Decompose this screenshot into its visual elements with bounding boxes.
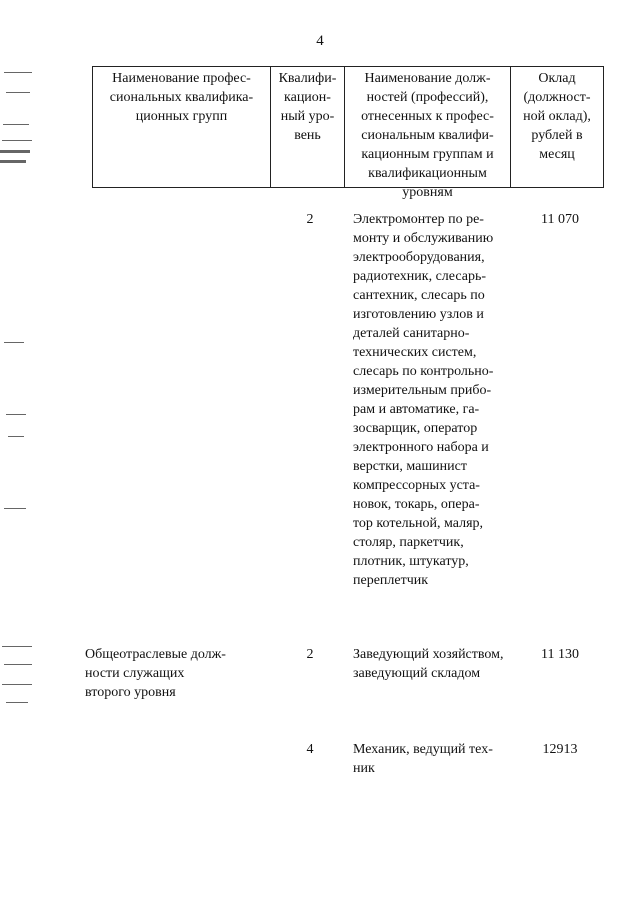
header-qualification-level: Квалифи- кацион- ный уро- вень [271,67,345,187]
row-2-salary: 11 130 [541,647,579,662]
row-1-salary: 11 070 [541,212,579,227]
page-number: 4 [316,33,324,49]
header-group-name: Наименование профес- сиональных квалифика- ционных групп [93,67,271,187]
row-2-positions: Заведующий хозяйством, заведующий складом [353,647,504,681]
table-header [92,66,604,200]
row-1-positions: Электромонтер по ре- монту и обслуживанию электрооборудования, радиотехник, слесарь- сантехник, слесарь по изготовлению узлов и деталей санитарно- технических систем, слесарь по контрольно- измерительным прибо- рам и автоматике, га- зосварщик, оператор электронного набора и верстки, машинист компрессорных уста- новок, токарь, опера- тор котельной, маляр, столяр, паркетчик, плотник, штукатур, переплетчик [353,212,494,588]
row-2-group: Общеотраслевые долж- ности служащих второго уровня [85,647,226,700]
header-position-name: Наименование долж- ностей (профессий), отнесенных к профес- сиональным квалифи- кационным группам и квалификационным уровням [345,67,511,187]
header-salary: Оклад (должност- ной оклад), рублей в месяц [523,71,591,162]
row-3-salary: 12913 [542,742,578,757]
row-3-level: 4 [306,742,314,757]
row-1-level: 2 [306,212,314,227]
scan-margin-marks [0,0,40,905]
row-3-positions: Механик, ведущий тех- ник [353,742,493,776]
row-2-level: 2 [306,647,314,662]
